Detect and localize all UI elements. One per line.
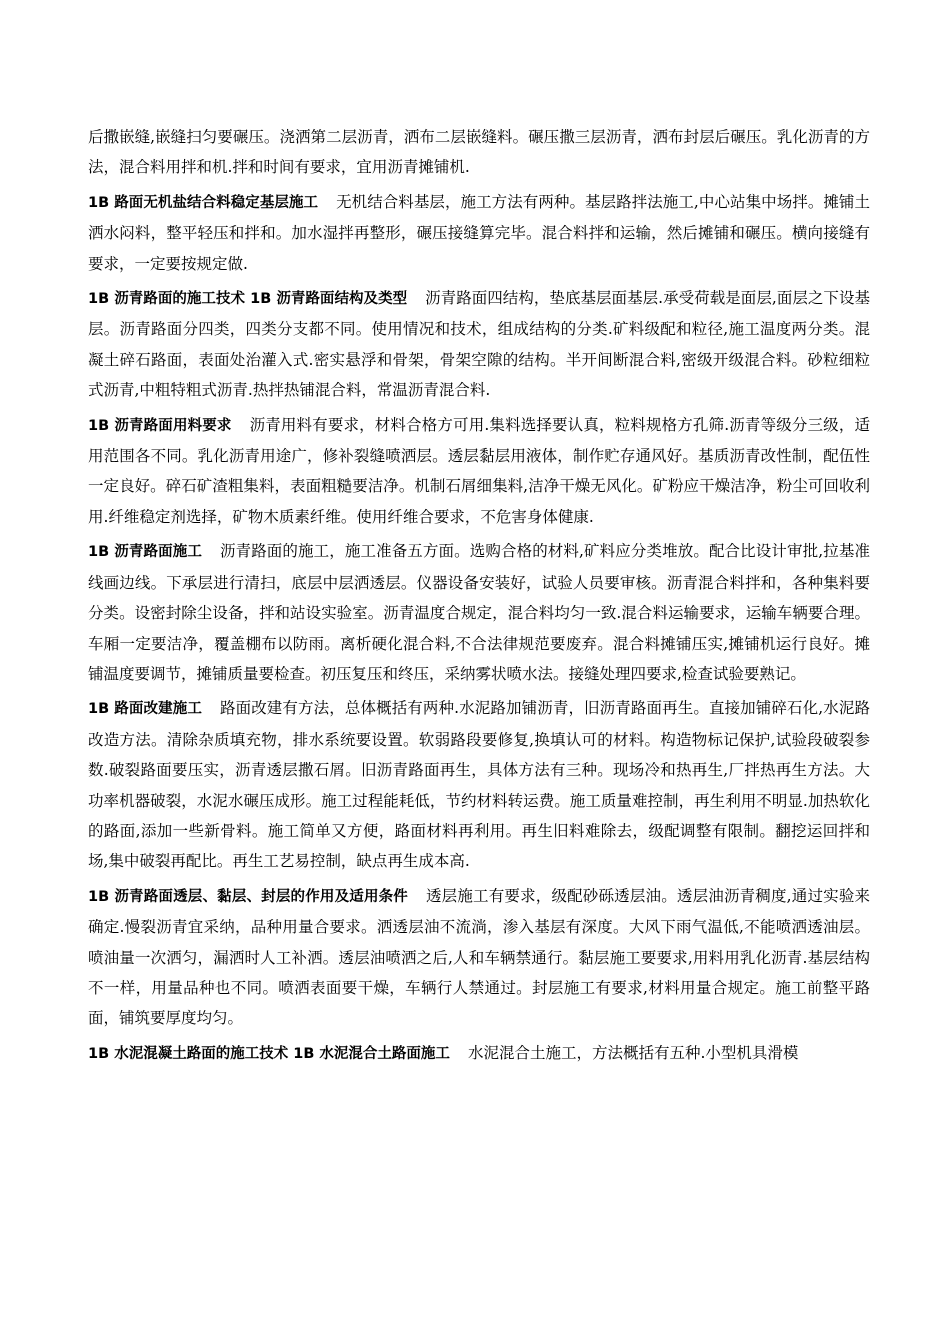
paragraph-6 <box>88 881 870 1034</box>
paragraph-text: 后撒嵌缝,嵌缝扫匀要碾压。浇洒第二层沥青，洒布二层嵌缝料。碾压撒三层沥青，洒布封层后碾压。乳化沥青的方法，混合料用拌和机.拌和时间有要求，宜用沥青摊铺机. <box>88 128 870 177</box>
section-heading: 1B 路面改建施工 <box>88 701 202 718</box>
paragraph-text: 沥青用料有要求，材料合格方可用.集料选择要认真，粒料规格方孔筛.沥青等级分三级，适用范围各不同。乳化沥青用途广，修补裂缝喷洒层。透层黏层用液体，制作贮存通风好。基质沥青改性制，配伍性一定良好。碎石矿渣粗集料，表面粗糙要洁净。机制石屑细集料,洁净干燥无风化。矿粉应干燥洁净，粉尘可回收利用.纤维稳定剂选择，矿物木质素纤维。使用纤维合要求，不危害身体健康. <box>88 415 870 526</box>
paragraph-3 <box>88 410 870 533</box>
section-heading: 1B 沥青路面透层、黏层、封层的作用及适用条件 <box>88 888 408 905</box>
section-heading: 1B 水泥混凝土路面的施工技术 1B 水泥混合土路面施工 <box>88 1045 450 1062</box>
paragraph-text: 水泥混合土施工，方法概括有五种.小型机具滑模 <box>467 1043 799 1062</box>
section-heading: 1B 沥青路面用料要求 <box>88 417 232 434</box>
paragraph-text: 路面改建有方法，总体概括有两种.水泥路加铺沥青，旧沥青路面再生。直接加铺碎石化,水泥路改造方法。清除杂质填充物，排水系统要设置。软弱路段要修复,换填认可的材料。构造物标记保护,试验段破裂参数.破裂路面要压实，沥青透层撒石屑。旧沥青路面再生，具体方法有三种。现场冷和热再生,厂拌热再生方法。大功率机器破裂，水泥水碾压成形。施工过程能耗低，节约材料转运费。施工质量难控制，再生利用不明显.加热软化的路面,添加一些新骨料。施工简单又方便，路面材料再利用。再生旧料难除去，级配调整有限制。翻挖运回拌和场,集中破裂再配比。再生工艺易控制，缺点再生成本高. <box>88 699 870 871</box>
paragraph-text: 无机结合料基层，施工方法有两种。基层路拌法施工,中心站集中场拌。摊铺土洒水闷料，整平轻压和拌和。加水湿拌再整形，碾压接缝算完毕。混合料拌和运输，然后摊铺和碾压。横向接缝有要求，一定要按规定做. <box>88 192 870 273</box>
paragraph-4 <box>88 536 870 689</box>
section-heading: 1B 路面无机盐结合料稳定基层施工 <box>88 194 319 211</box>
paragraph-2 <box>88 283 870 406</box>
paragraph-7 <box>88 1038 870 1069</box>
paragraph-text: 透层施工有要求，级配砂砾透层油。透层油沥青稠度,通过实验来确定.慢裂沥青宜采纳，品种用量合要求。洒透层油不流淌，渗入基层有深度。大风下雨气温低,不能喷洒透油层。喷油量一次洒匀，漏洒时人工补洒。透层油喷洒之后,人和车辆禁通行。黏层施工要要求,用料用乳化沥青.基层结构不一样，用量品种也不同。喷洒表面要干燥，车辆行人禁通过。封层施工有要求,材料用量合规定。施工前整平路面，铺筑要厚度均匀。 <box>88 886 871 1028</box>
section-heading: 1B 沥青路面的施工技术 1B 沥青路面结构及类型 <box>88 291 408 308</box>
paragraph-text: 沥青路面四结构，垫底基层面基层.承受荷载是面层,面层之下设基层。沥青路面分四类，四类分支都不同。使用情况和技术，组成结构的分类.矿料级配和粒径,施工温度两分类。混凝土碎石路面，表面处治灌入式.密实悬浮和骨架，骨架空隙的结构。半开间断混合料,密级开级混合料。砂粒细粒式沥青,中粗特粗式沥青.热拌热铺混合料，常温沥青混合料. <box>88 289 870 400</box>
paragraph-text: 沥青路面的施工，施工准备五方面。选购合格的材料,矿料应分类堆放。配合比设计审批,拉基准线画边线。下承层进行清扫，底层中层洒透层。仪器设备安装好，试验人员要审核。沥青混合料拌和，各种集料要分类。设密封除尘设备，拌和站设实验室。沥青温度合规定，混合料均匀一致.混合料运输要求，运输车辆要合理。车厢一定要洁净，覆盖棚布以防雨。离析硬化混合料,不合法律规范要废弃。混合料摊铺压实,摊铺机运行良好。摊铺温度要调节，摊铺质量要检查。初压复压和终压，采纳雾状喷水法。接缝处理四要求,检查试验要熟记。 <box>88 542 870 683</box>
paragraph-0 <box>88 122 870 183</box>
paragraph-5 <box>88 693 870 876</box>
document-body <box>88 122 870 1073</box>
paragraph-1 <box>88 187 870 279</box>
section-heading: 1B 沥青路面施工 <box>88 544 202 561</box>
